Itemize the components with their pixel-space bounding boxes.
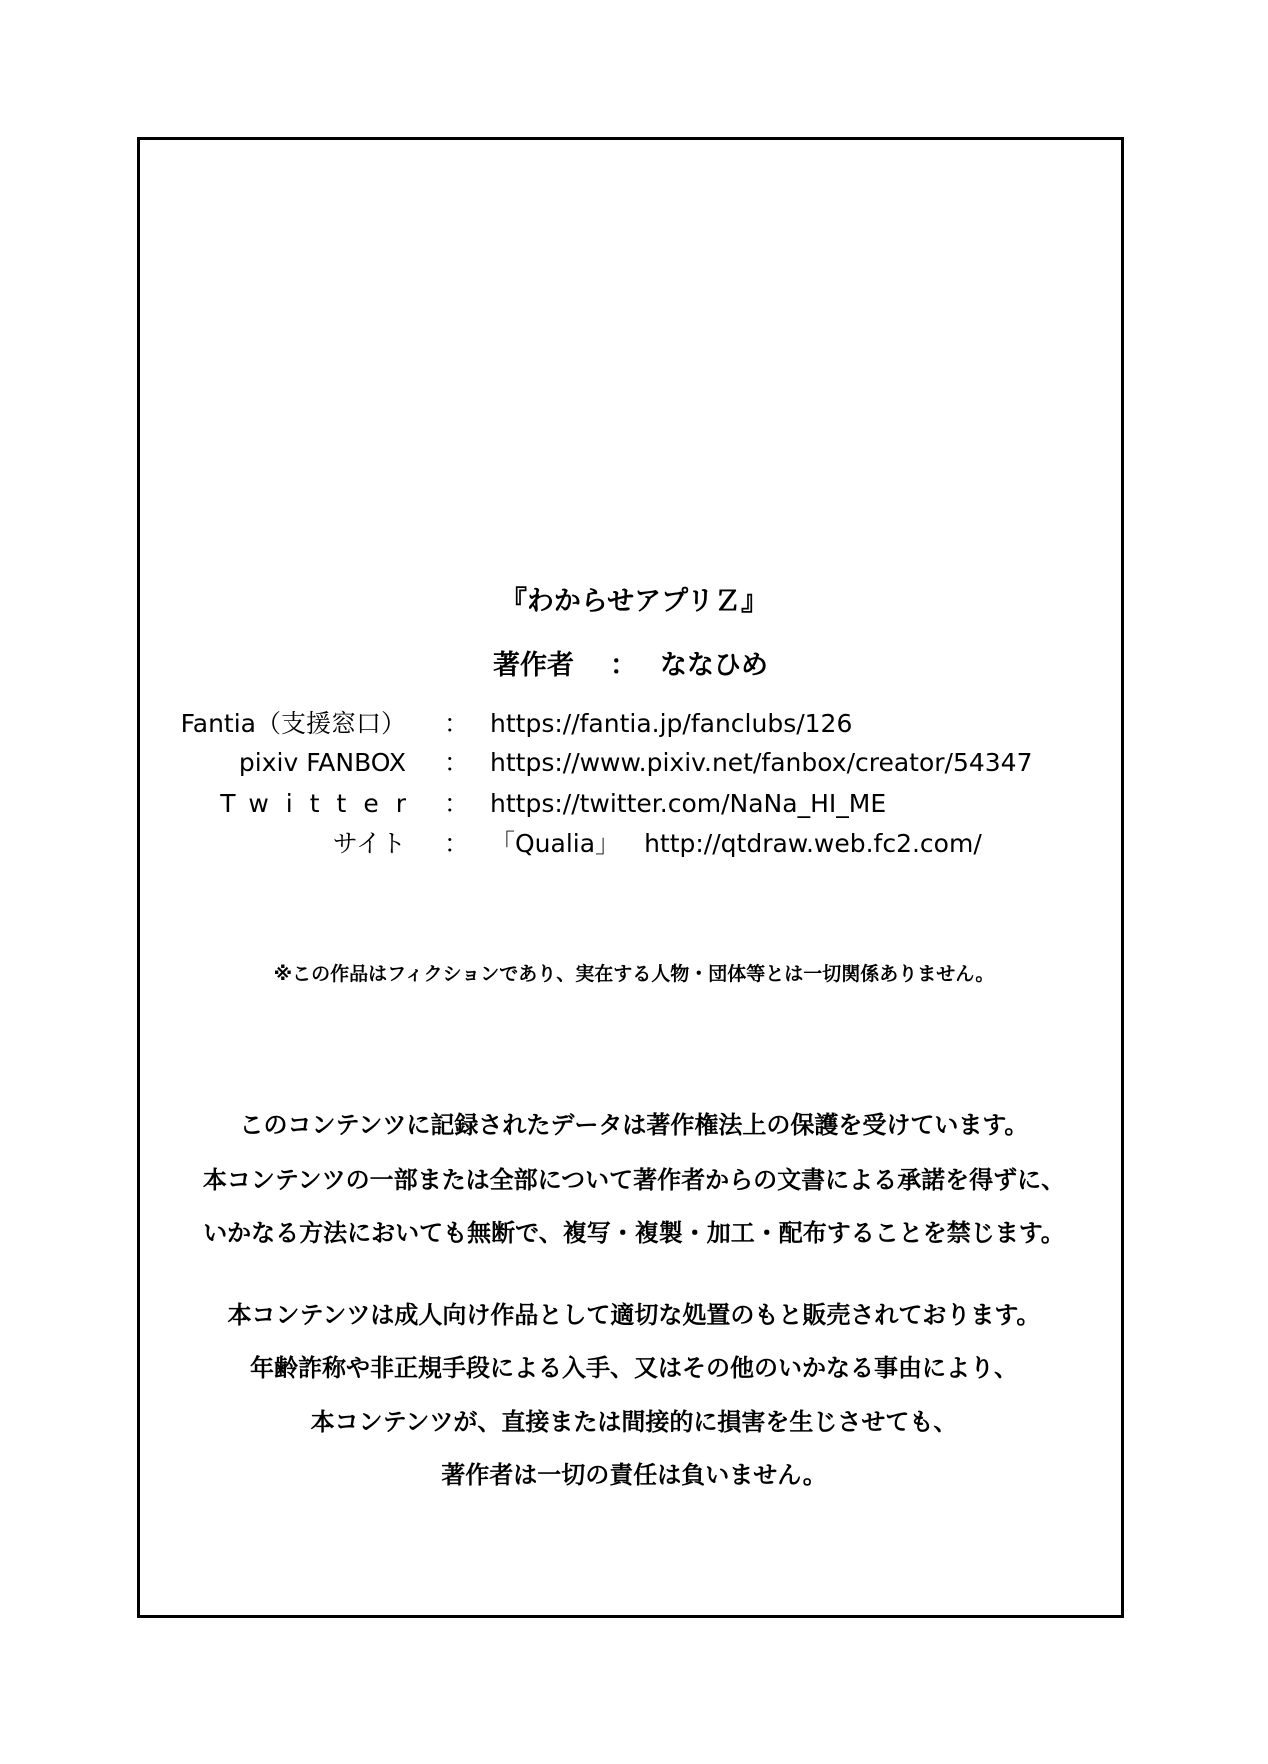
fiction-notice: ※この作品はフィクションであり、実在する人物・団体等とは一切関係ありません。 bbox=[273, 963, 995, 985]
fanbox-link[interactable]: https://www.pixiv.net/fanbox/creator/54347 bbox=[490, 748, 1033, 777]
site-label: サイト bbox=[332, 829, 406, 858]
fantia-link[interactable]: https://fantia.jp/fanclubs/126 bbox=[490, 709, 853, 738]
legal-line-1: このコンテンツに記録されたデータは著作権法上の保護を受けています。 bbox=[239, 1111, 1029, 1139]
fanbox-colon: ： bbox=[444, 748, 470, 777]
twitter-link[interactable]: https://twitter.com/NaNa_HI_ME bbox=[490, 789, 887, 818]
site-link[interactable]: http://qtdraw.web.fc2.com/ bbox=[644, 829, 982, 858]
legal-line-7: 著作者は一切の責任は負いません。 bbox=[441, 1461, 827, 1489]
fanbox-row bbox=[0, 745, 1268, 781]
legal-line-3: いかなる方法においても無断で、複写・複製・加工・配布することを禁じます。 bbox=[203, 1219, 1065, 1247]
site-value bbox=[490, 826, 982, 862]
author-colon: ： bbox=[610, 650, 637, 681]
twitter-colon: ： bbox=[444, 789, 470, 818]
legal-line-2: 本コンテンツの一部または全部について著作者からの文書による承諾を得ずに、 bbox=[202, 1166, 1066, 1194]
site-row bbox=[0, 826, 1268, 862]
twitter-row bbox=[0, 786, 1268, 822]
twitter-label: Twitter bbox=[220, 789, 423, 818]
work-title: 『わからせアプリＺ』 bbox=[499, 586, 769, 617]
legal-line-4: 本コンテンツは成人向け作品として適切な処置のもと販売されております。 bbox=[227, 1301, 1041, 1329]
author-name: ななひめ bbox=[660, 650, 768, 681]
page-border bbox=[137, 137, 1124, 1618]
fanbox-label: pixiv FANBOX bbox=[238, 748, 406, 777]
fantia-label: Fantia（支援窓口） bbox=[180, 709, 406, 738]
fantia-colon: ： bbox=[444, 709, 470, 738]
site-name: 「Qualia」 bbox=[490, 829, 621, 858]
site-colon: ： bbox=[444, 829, 470, 858]
legal-line-6: 本コンテンツが、直接または間接的に損害を生じさせても、 bbox=[310, 1408, 958, 1436]
author-label: 著作者 bbox=[493, 650, 574, 681]
legal-line-5: 年齢詐称や非正規手段による入手、又はその他のいかなる事由により、 bbox=[250, 1354, 1018, 1382]
fantia-row bbox=[0, 706, 1268, 742]
